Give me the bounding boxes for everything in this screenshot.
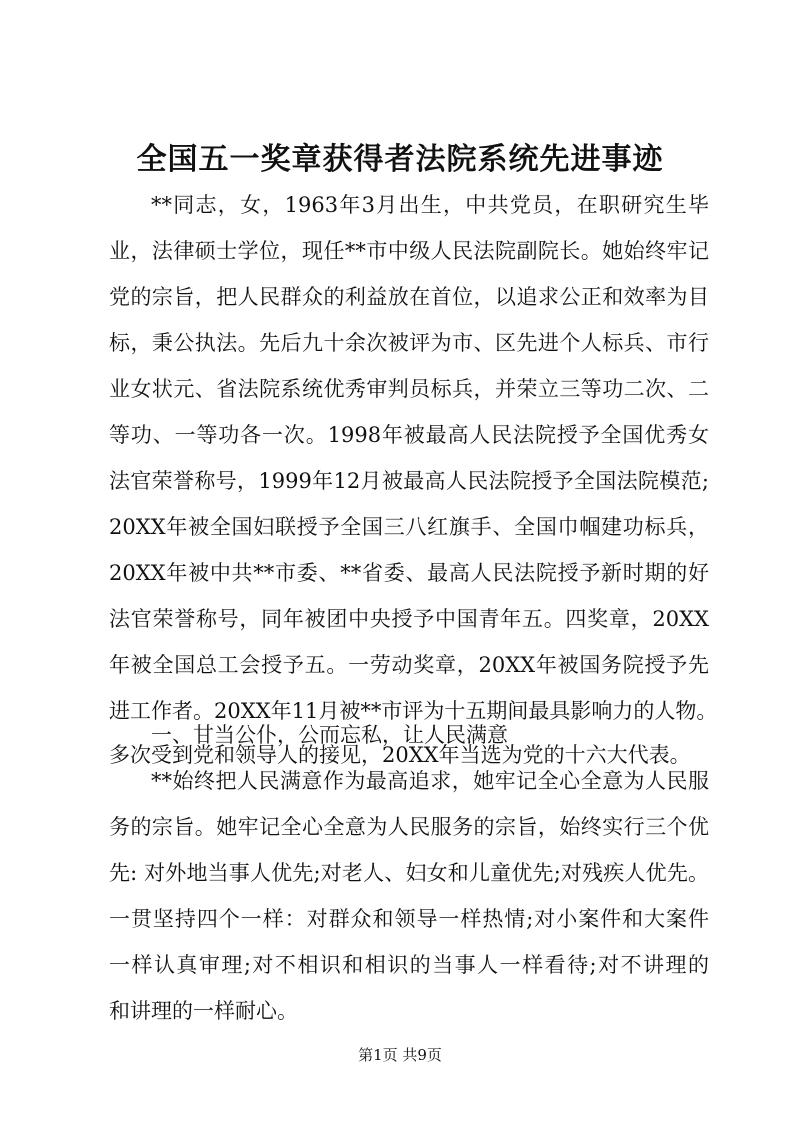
paragraph-1-line-3: 党的宗旨，把人民群众的利益放在首位，以追求公正和效率为目 <box>109 285 709 309</box>
section-heading-1: 一、甘当公仆，公而忘私，让人民满意 <box>151 723 508 747</box>
paragraph-2-line-1: **始终把人民满意作为最高追求，她牢记全心全意为人民服 <box>151 769 709 793</box>
paragraph-1-line-5: 业女状元、省法院系统优秀审判员标兵，并荣立三等功二次、二 <box>109 377 709 401</box>
paragraph-2-line-3: 先: 对外地当事人优先;对老人、妇女和儿童优先;对残疾人优先。 <box>109 861 709 885</box>
page-footer: 第1页 共9页 <box>358 1046 442 1064</box>
paragraph-1-line-8: 20XX年被全国妇联授予全国三八红旗手、全国巾帼建功标兵， <box>109 515 709 539</box>
paragraph-2-line-2: 务的宗旨。她牢记全心全意为人民服务的宗旨，始终实行三个优 <box>109 815 709 839</box>
paragraph-1-line-4: 标，秉公执法。先后九十余次被评为市、区先进个人标兵、市行 <box>109 331 709 355</box>
paragraph-2-line-4: 一贯坚持四个一样：对群众和领导一样热情;对小案件和大案件 <box>109 907 709 931</box>
paragraph-1-line-1: **同志，女，1963年3月出生，中共党员，在职研究生毕 <box>151 193 709 217</box>
document-title: 全国五一奖章获得者法院系统先进事迹 <box>136 142 664 177</box>
paragraph-1-line-11: 年被全国总工会授予五。一劳动奖章，20XX年被国务院授予先 <box>109 653 709 677</box>
paragraph-2-line-5: 一样认真审理;对不相识和相识的当事人一样看待;对不讲理的 <box>109 953 709 977</box>
paragraph-1-line-9: 20XX年被中共**市委、**省委、最高人民法院授予新时期的好 <box>109 561 709 585</box>
paragraph-1-line-10: 法官荣誉称号，同年被团中央授予中国青年五。四奖章，20XX <box>109 607 709 631</box>
paragraph-1-line-7: 法官荣誉称号，1999年12月被最高人民法院授予全国法院模范; <box>109 469 709 493</box>
paragraph-2-line-6: 和讲理的一样耐心。 <box>109 999 298 1023</box>
paragraph-1-line-13: 多次受到党和领导人的接见，20XX年当选为党的十六大代表。 <box>109 743 691 767</box>
paragraph-1-line-2: 业，法律硕士学位，现任**市中级人民法院副院长。她始终牢记 <box>109 239 709 263</box>
paragraph-1-line-6: 等功、一等功各一次。1998年被最高人民法院授予全国优秀女 <box>109 423 709 447</box>
paragraph-1-line-12: 进工作者。20XX年11月被**市评为十五期间最具影响力的人物。 <box>109 699 718 723</box>
